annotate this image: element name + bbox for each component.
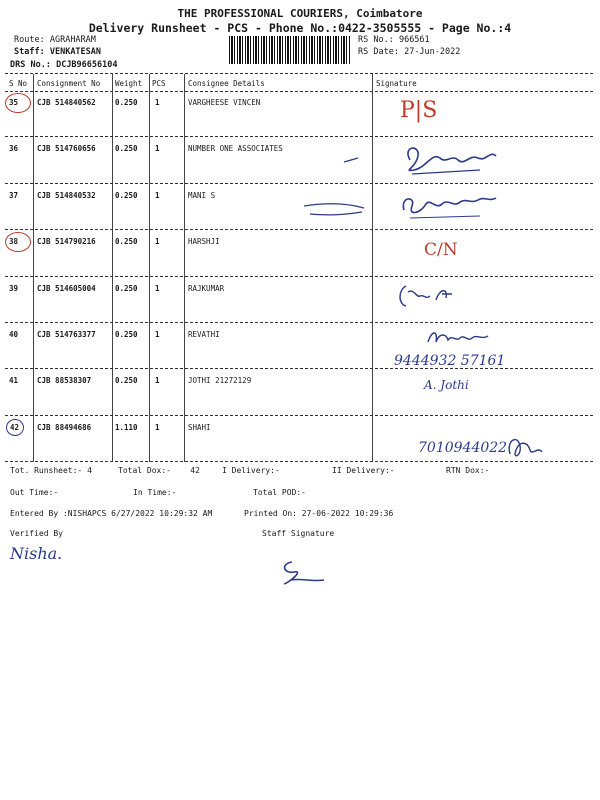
column-divider — [112, 74, 113, 462]
ii-delivery: II Delivery:- — [332, 466, 395, 475]
row-signature-note: P|S — [400, 98, 438, 123]
row-divider — [5, 322, 593, 323]
route-value: AGRAHARAM — [49, 35, 96, 45]
column-header-pcs: PCS — [152, 79, 166, 88]
row-weight: 0.250 — [115, 98, 138, 107]
table-header-rule — [5, 91, 593, 92]
red-circle-mark — [5, 93, 31, 113]
row-weight: 0.250 — [115, 237, 138, 246]
staff-signature-label: Staff Signature — [262, 529, 335, 538]
row-pcs: 1 — [155, 284, 160, 293]
rs-date-line — [358, 47, 460, 57]
staff-signature-mark — [278, 558, 338, 590]
staff-value: VENKATESAN — [49, 47, 102, 57]
column-header-signature: Signature — [376, 79, 417, 88]
row-consignee: VARGHEESE VINCEN — [188, 98, 261, 107]
table-bottom-rule — [5, 461, 593, 462]
row-divider — [5, 415, 593, 416]
column-header-sno: S No — [9, 79, 28, 88]
staff-line — [14, 47, 101, 57]
row-weight: 0.250 — [115, 376, 138, 385]
rs-date-label: RS Date: — [358, 47, 399, 57]
row-sno: 39 — [9, 284, 19, 293]
i-delivery: I Delivery:- — [222, 466, 280, 475]
row-sno: 35 — [9, 98, 19, 107]
row-consignee: MANI S — [188, 191, 216, 200]
row-divider — [5, 229, 593, 230]
column-divider — [372, 74, 373, 462]
handwritten-signature — [300, 192, 500, 222]
row-consignee: NUMBER ONE ASSOCIATES — [188, 144, 283, 153]
drs-label: DRS No.: — [10, 60, 51, 70]
route-label: Route: — [14, 35, 45, 45]
row-consignment: CJB 88538307 — [37, 376, 92, 385]
route-line — [14, 35, 96, 45]
rs-no-line — [358, 35, 430, 45]
row-divider — [5, 368, 593, 369]
row-consignment: CJB 514763377 — [37, 330, 96, 339]
handwritten-signature — [504, 432, 548, 464]
total-runsheet: Tot. Runsheet:- 4 — [10, 466, 92, 475]
row-signature-note: 7010944022 — [418, 440, 508, 456]
row-sno: 40 — [9, 330, 19, 339]
rs-no-value: 966561 — [398, 35, 430, 45]
row-pcs: 1 — [155, 423, 160, 432]
row-pcs: 1 — [155, 191, 160, 200]
column-divider — [184, 74, 185, 462]
verifier-signature: Nisha. — [10, 544, 63, 563]
row-pcs: 1 — [155, 237, 160, 246]
row-consignment: CJB 88494686 — [37, 423, 92, 432]
row-consignee: RAJKUMAR — [188, 284, 225, 293]
row-sno: 37 — [9, 191, 19, 200]
barcode-image — [229, 36, 351, 64]
row-signature-note: A. Jothi — [424, 378, 469, 392]
row-divider — [5, 276, 593, 277]
handwritten-signature — [424, 328, 504, 348]
row-pcs: 1 — [155, 376, 160, 385]
row-consignment: CJB 514760656 — [37, 144, 96, 153]
row-weight: 0.250 — [115, 284, 138, 293]
row-sno: 42 — [10, 423, 20, 432]
red-circle-mark — [5, 232, 31, 252]
entered-by: Entered By :NISHAPCS 6/27/2022 10:29:32 AM — [10, 509, 213, 518]
row-signature-note: 9444932 57161 — [394, 353, 506, 369]
staff-label: Staff: — [14, 47, 45, 57]
column-header-consignment: Consignment No — [37, 79, 101, 88]
row-consignment: CJB 514840562 — [37, 98, 96, 107]
handwritten-signature — [340, 140, 500, 180]
row-consignment: CJB 514605004 — [37, 284, 96, 293]
column-divider — [33, 74, 34, 462]
row-signature-note: C/N — [424, 240, 458, 260]
row-sno: 36 — [9, 144, 19, 153]
drs-value: DCJB96656104 — [56, 60, 118, 70]
row-weight: 0.250 — [115, 330, 138, 339]
document-title: THE PROFESSIONAL COURIERS, Coimbatore — [177, 7, 423, 20]
row-sno: 38 — [9, 237, 19, 246]
row-consignee: JOTHI 21272129 — [188, 376, 252, 385]
row-pcs: 1 — [155, 330, 160, 339]
row-consignment: CJB 514840532 — [37, 191, 96, 200]
out-time: Out Time:- — [10, 488, 59, 497]
printed-on: Printed On: 27-06-2022 10:29:36 — [244, 509, 394, 518]
rtn-dox: RTN Dox:- — [446, 466, 490, 475]
row-divider — [5, 183, 593, 184]
row-divider — [5, 136, 593, 137]
in-time: In Time:- — [133, 488, 177, 497]
handwritten-signature — [396, 282, 466, 312]
row-consignment: CJB 514790216 — [37, 237, 96, 246]
row-pcs: 1 — [155, 144, 160, 153]
blue-circle-mark — [6, 419, 24, 436]
row-sno: 41 — [9, 376, 19, 385]
row-weight: 0.250 — [115, 191, 138, 200]
row-pcs: 1 — [155, 98, 160, 107]
row-consignee: SHAHI — [188, 423, 211, 432]
row-consignee: REVATHI — [188, 330, 220, 339]
rs-date-value: 27-Jun-2022 — [404, 47, 461, 57]
rs-no-label: RS No.: — [358, 35, 394, 45]
row-weight: 1.110 — [115, 423, 138, 432]
column-header-weight: Weight — [115, 79, 143, 88]
total-dox: Total Dox:- 42 — [118, 466, 200, 475]
column-divider — [149, 74, 150, 462]
drs-line — [10, 60, 118, 70]
row-consignee: HARSHJI — [188, 237, 220, 246]
verified-by-label: Verified By — [10, 529, 63, 538]
total-pod: Total POD:- — [253, 488, 306, 497]
row-weight: 0.250 — [115, 144, 138, 153]
document-subtitle: Delivery Runsheet - PCS - Phone No.:0422-3505555 - Page No.:4 — [88, 21, 512, 35]
column-header-consignee: Consignee Details — [188, 79, 265, 88]
table-top-rule — [5, 73, 593, 74]
